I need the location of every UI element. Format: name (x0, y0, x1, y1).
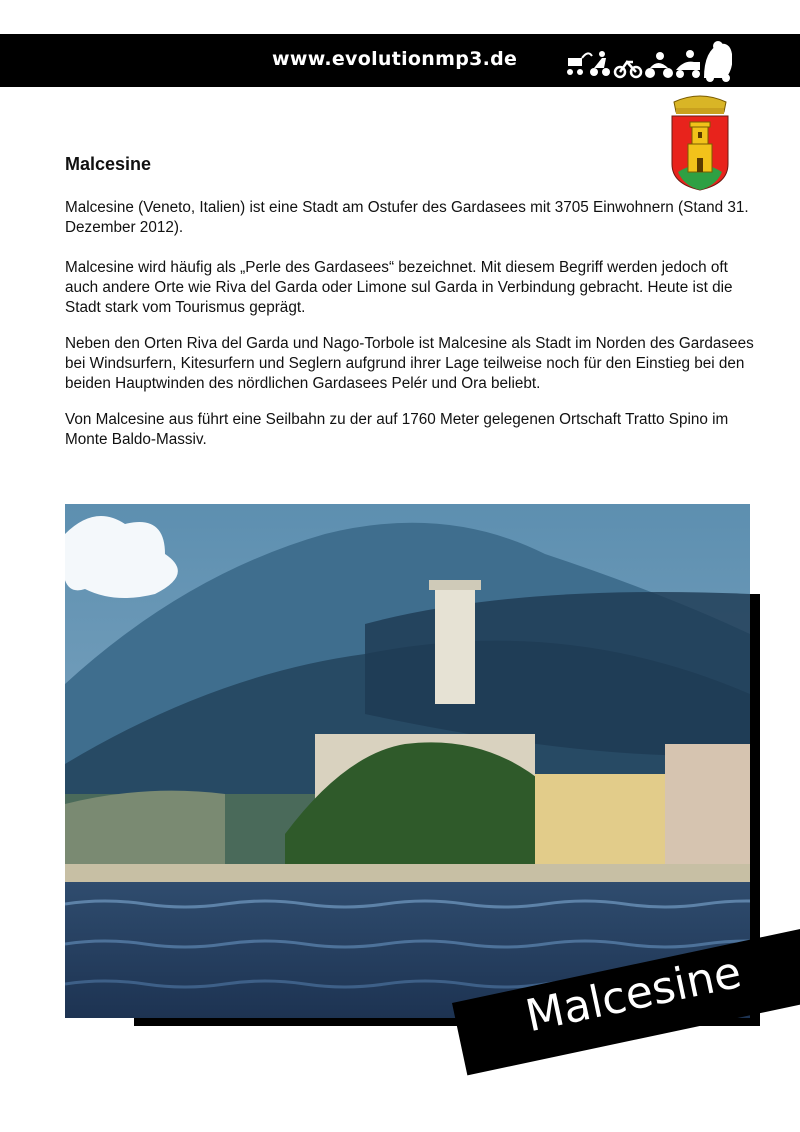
tricycle-icon (590, 51, 610, 76)
coat-of-arms-icon (668, 94, 732, 192)
header-bar (0, 34, 800, 87)
article-title: Malcesine (65, 154, 152, 174)
paragraph-intro: Malcesine (Veneto, Italien) ist eine Stadt am Ostufer des Gardasees mit 3705 Einwohnern (Stand 31. Dezember 2012). (65, 199, 749, 236)
bicycle-icon (615, 62, 641, 77)
paragraph-pearl: Malcesine wird häufig als „Perle des Gardasees“ bezeichnet. Mit diesem Begriff werden jedoch oft auch andere Orte wie Riva del Garda oder Limone sul Garda in Verbindung gebracht. Heute ist die Stadt stark vom Tourismus geprägt. (65, 259, 733, 316)
motorcycle-icon (645, 52, 673, 78)
paragraph-winds: Neben den Orten Riva del Garda und Nago-Torbole ist Malcesine als Stadt im Norden des Gardasees bei Windsurfern, Kitesurfern und Seglern aufgrund ihrer Lage teilweise noch für den Einstieg bei den beiden Hauptwinden des nördlichen Gardasees Pelér und Ora beliebt. (65, 335, 754, 392)
site-url-link[interactable]: www.evolutionmp3.de (272, 48, 518, 70)
vehicle-icons (566, 38, 732, 84)
caption-text: Malcesine (521, 946, 746, 1043)
kart-icon (704, 41, 732, 82)
stroller-icon (567, 53, 592, 75)
scooter-icon (676, 50, 700, 78)
paragraph-cablecar: Von Malcesine aus führt eine Seilbahn zu der auf 1760 Meter gelegenen Ortschaft Tratto Spino im Monte Baldo-Massiv. (65, 411, 729, 448)
town-photo (65, 504, 750, 1018)
